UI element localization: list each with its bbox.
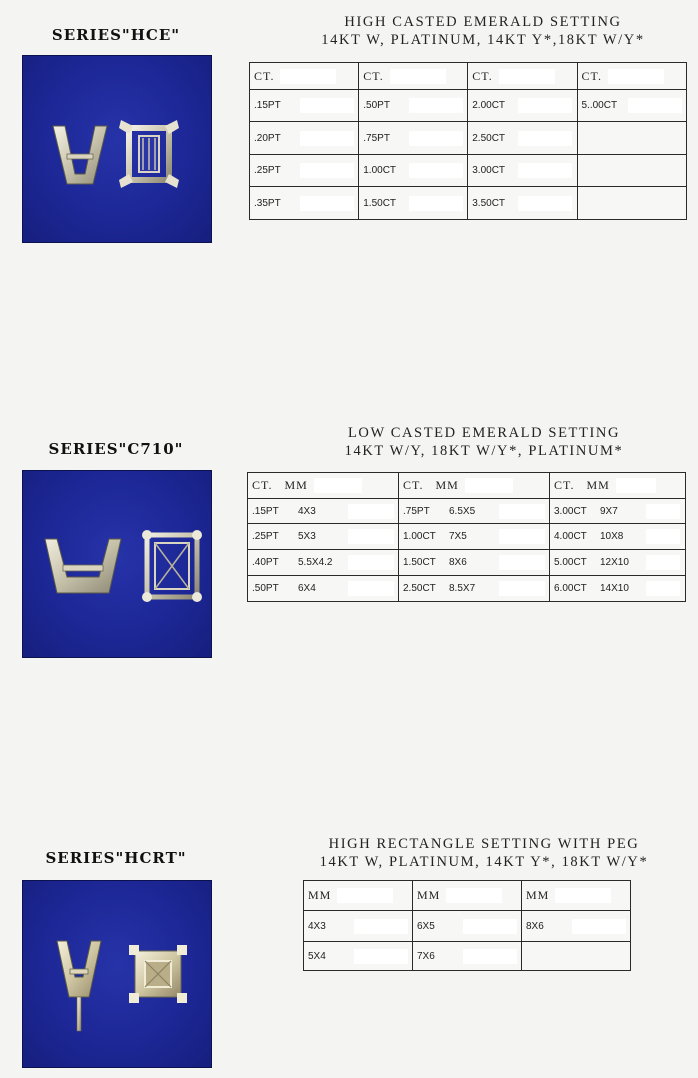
column-header (413, 881, 522, 911)
blank-field (572, 919, 626, 934)
size-value: 5..00CT (581, 100, 618, 111)
heading-c710 (300, 424, 668, 460)
table-cell (359, 122, 468, 155)
blank-field (518, 98, 572, 113)
table-row (248, 524, 686, 550)
column-header (250, 63, 359, 90)
table-cell (359, 90, 468, 122)
blank-field (337, 888, 393, 903)
table-cell (522, 942, 631, 971)
size-value: 3.50CT (472, 197, 506, 209)
table-cell (359, 155, 468, 187)
blank-field (499, 69, 555, 84)
size-value: 1.00CT (363, 165, 397, 176)
table-cell (248, 499, 399, 524)
size-value: .75PT (363, 132, 390, 144)
table-row (248, 576, 686, 602)
series-label-hcrt: SERIES"HCRT" (45, 849, 187, 867)
blank-field (499, 504, 545, 519)
mm-value: 4X3 (298, 505, 316, 517)
table-cell (577, 187, 687, 220)
table-cell (550, 550, 686, 576)
table-row (250, 187, 687, 220)
blank-field (348, 504, 394, 519)
table-cell (250, 155, 359, 187)
table-row (304, 911, 631, 942)
blank-field (555, 888, 611, 903)
product-photo-hcrt (22, 880, 212, 1068)
table-cell (413, 911, 522, 942)
table-header-row (250, 63, 687, 90)
mm-value: 4X3 (308, 920, 326, 932)
table-cell (468, 187, 577, 220)
table-cell (413, 942, 522, 971)
table-header-row (304, 881, 631, 911)
table-row (304, 942, 631, 971)
carat-value: .75PT (403, 505, 430, 517)
header-text: CT. (472, 68, 493, 83)
table-cell (468, 90, 577, 122)
column-header (399, 473, 550, 499)
table-cell (250, 90, 359, 122)
carat-value: 5.00CT (554, 557, 587, 568)
mm-value: 8X6 (526, 920, 544, 932)
blank-field (409, 196, 463, 211)
mm-value: 5X4 (308, 950, 326, 962)
heading-c710-line2: 14KT W/Y, 18KT W/Y*, PLATINUM* (344, 443, 624, 459)
size-value: .50PT (363, 100, 390, 111)
mm-value: 10X8 (600, 531, 624, 542)
table-cell (399, 576, 550, 602)
blank-field (499, 529, 545, 544)
column-header (359, 63, 468, 90)
mm-value: 9X7 (600, 505, 618, 517)
mm-value: 8X6 (449, 557, 467, 568)
blank-field (646, 529, 680, 544)
table-cell (248, 550, 399, 576)
header-text: CT. MM (403, 478, 459, 492)
table-cell (399, 499, 550, 524)
blank-field (518, 131, 572, 146)
blank-field (314, 478, 362, 493)
emerald-setting-illustration (23, 56, 211, 242)
table-cell (399, 524, 550, 550)
table-cell (250, 187, 359, 220)
blank-field (354, 919, 408, 934)
blank-field (518, 163, 572, 178)
header-text: CT. (254, 68, 275, 83)
low-emerald-setting-illustration (23, 471, 211, 657)
carat-value: .50PT (252, 583, 279, 594)
table-cell (304, 911, 413, 942)
size-value: 3.00CT (472, 165, 506, 176)
heading-hcrt-line2: 14KT W, PLATINUM, 14KT Y*, 18KT W/Y* (319, 854, 649, 870)
blank-field (409, 98, 463, 113)
size-value: 1.50CT (363, 197, 397, 209)
header-text: CT. (581, 68, 602, 83)
rectangle-peg-setting-illustration (23, 881, 211, 1067)
mm-value: 6.5X5 (449, 505, 476, 517)
blank-field (348, 581, 394, 596)
table-cell (250, 122, 359, 155)
blank-field (518, 196, 572, 211)
mm-value: 6X5 (417, 920, 435, 932)
blank-field (280, 69, 336, 84)
carat-value: .25PT (252, 531, 279, 542)
blank-field (300, 163, 354, 178)
size-value: .25PT (254, 165, 281, 176)
mm-value: 5.5X4.2 (298, 557, 333, 568)
blank-field (348, 529, 394, 544)
table-cell (577, 122, 687, 155)
series-label-c710: SERIES"C710" (48, 440, 184, 458)
blank-field (646, 555, 680, 570)
blank-field (463, 919, 517, 934)
blank-field (628, 98, 682, 113)
carat-value: .40PT (252, 557, 279, 568)
header-text: MM (308, 888, 332, 902)
carat-value: 1.00CT (403, 531, 436, 542)
product-photo-c710 (22, 470, 212, 658)
column-header (304, 881, 413, 911)
mm-value: 14X10 (600, 583, 629, 594)
heading-c710-line1: LOW CASTED EMERALD SETTING (347, 425, 621, 441)
table-cell (550, 524, 686, 550)
blank-field (300, 131, 354, 146)
header-text: CT. MM (554, 478, 610, 492)
spec-table-hcrt (303, 880, 631, 971)
table-cell (577, 155, 687, 187)
blank-field (409, 131, 463, 146)
carat-value: 4.00CT (554, 531, 587, 542)
blank-field (646, 504, 680, 519)
blank-field (446, 888, 502, 903)
carat-value: 1.50CT (403, 557, 436, 568)
blank-field (616, 478, 656, 493)
column-header (248, 473, 399, 499)
table-cell (399, 550, 550, 576)
table-cell (359, 187, 468, 220)
table-row (250, 122, 687, 155)
table-cell (577, 90, 687, 122)
mm-value: 7X6 (417, 950, 435, 962)
column-header (468, 63, 577, 90)
heading-hce-line1: HIGH CASTED EMERALD SETTING (344, 14, 622, 30)
table-cell (522, 911, 631, 942)
table-cell (468, 155, 577, 187)
mm-value: 8.5X7 (449, 583, 476, 594)
blank-field (499, 555, 545, 570)
header-text: CT. (363, 68, 384, 83)
carat-value: 3.00CT (554, 505, 587, 517)
column-header (550, 473, 686, 499)
table-cell (248, 576, 399, 602)
blank-field (499, 581, 545, 596)
mm-value: 5X3 (298, 531, 316, 542)
size-value: .20PT (254, 132, 281, 144)
header-text: CT. MM (252, 478, 308, 492)
blank-field (348, 555, 394, 570)
blank-field (390, 69, 446, 84)
size-value: .35PT (254, 197, 281, 209)
spec-table-hce (249, 62, 687, 220)
blank-field (608, 69, 664, 84)
mm-value: 12X10 (600, 557, 629, 568)
heading-hcrt-line1: HIGH RECTANGLE SETTING WITH PEG (328, 836, 640, 852)
product-photo-hce (22, 55, 212, 243)
heading-hcrt (292, 835, 676, 871)
blank-field (354, 949, 408, 964)
blank-field (646, 581, 680, 596)
header-text: MM (417, 888, 441, 902)
mm-value: 6X4 (298, 583, 316, 594)
carat-value: .15PT (252, 505, 279, 517)
table-row (248, 550, 686, 576)
table-cell (550, 499, 686, 524)
series-label-hce: SERIES"HCE" (51, 26, 181, 44)
table-row (248, 499, 686, 524)
table-cell (304, 942, 413, 971)
heading-hce (270, 13, 696, 49)
blank-field (465, 478, 513, 493)
mm-value: 7X5 (449, 531, 467, 542)
spec-table-c710 (247, 472, 686, 602)
table-cell (550, 576, 686, 602)
table-row (250, 155, 687, 187)
blank-field (463, 949, 517, 964)
size-value: 2.00CT (472, 100, 506, 111)
header-text: MM (526, 888, 550, 902)
table-header-row (248, 473, 686, 499)
blank-field (300, 196, 354, 211)
table-row (250, 90, 687, 122)
carat-value: 2.50CT (403, 583, 436, 594)
blank-field (300, 98, 354, 113)
carat-value: 6.00CT (554, 583, 587, 594)
blank-field (409, 163, 463, 178)
table-cell (248, 524, 399, 550)
table-cell (468, 122, 577, 155)
column-header (522, 881, 631, 911)
size-value: 2.50CT (472, 132, 506, 144)
heading-hce-line2: 14KT W, PLATINUM, 14KT Y*,18KT W/Y* (321, 32, 645, 48)
size-value: .15PT (254, 100, 281, 111)
column-header (577, 63, 687, 90)
